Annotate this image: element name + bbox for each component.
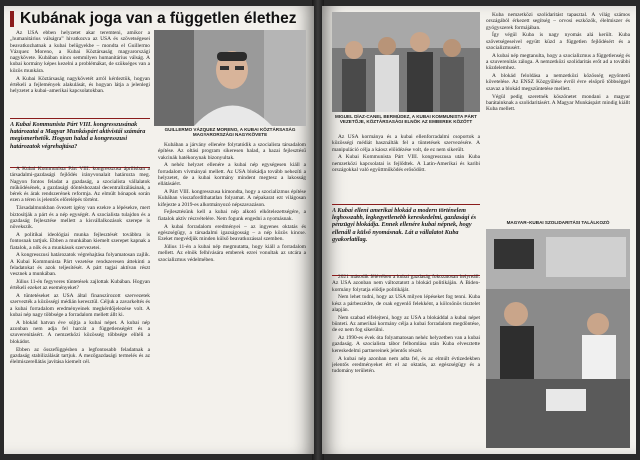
pull-quote-question: A Kubai Kommunista Párt VIII. kongresszusának határozatai a Magyar Munkáspárt aktivistái számára megismerhetők. Hogyan halad a kongresszusi határozatok végrehajtása?	[10, 118, 150, 168]
paragraph: Nem szabad elfelejteni, hogy az USA a blokáddal a kubai népet bünteti. Az amerikai kormány célja a kubai forradalom megdöntése, de ez nem fog sikerülni.	[332, 314, 480, 334]
paragraph: A politikai ideológiai munka fejlesztését továbbra is fontosnak tartjuk. Ebben a munkában kiemelt szerepet kapnak a fiatalok, a nők és a munkások szervezetei.	[10, 231, 150, 251]
paragraph: Társadalmunkban övezett igény van ezekre a lépésekre, mert biztosítják a párt és a nép egységét. A szocialista tulajdon és a gazdaság fejlesztése mellett a kisvállalkozások szerepe is növekszik.	[10, 205, 150, 231]
paragraph: Július 11-én a kubai nép megmutatta, hogy kiáll a forradalom mellett. Az elnök felhívására emberek ezrei vonultak az utcára a szocializmus védelmében.	[158, 243, 306, 263]
intro-column	[10, 30, 150, 116]
ambassador-photo	[154, 30, 306, 126]
paragraph: Fejlesztésünk kell a kubai nép alkotó elkötelezettségére, a fiatalok aktív részvételére. Nem fogunk engedni a nyomásnak.	[158, 209, 306, 222]
ambassador-photo-illustration	[154, 30, 306, 126]
paragraph: 2021 második félévében a kubai gazdaság fokozatosan helyreáll. Az USA azonban nem változtatott a blokád politikáján. A Biden-kormány folytatja elődje politikáját.	[332, 274, 480, 293]
paragraph: A blokád feloldása a nemzetközi közösség egyöntetű követelése. Az ENSZ Közgyűlése évről évre elsöprő többséggel szavaz a blokád megszüntetése mellett.	[486, 73, 630, 92]
meeting-photo	[486, 229, 630, 448]
right-column-1a	[332, 134, 480, 202]
crowd-caption: MIGUEL DÍAZ-CANEL BERMÚDEZ, A KUBAI KOMMUNISTA PÁRT VEZETŐJE, KÖZTÁRSASÁGI ELNÖK AZ EMBEREK KÖZÖTT	[335, 114, 477, 125]
paragraph: Így végül Kuba is nagy nyomás alá került. Kuba szövetségeseivel együtt küzd a független fejlődésért és a szocializmusért.	[486, 32, 630, 51]
paragraph: A tüntetéseket az USA által finanszírozott szervezetek szervezték a közösségi médián keresztül. Céljuk a zavarkeltés és a kubai forradalom eredményeinek megkérdőjelezése volt. A kubai nép nagy többsége a forradalom mellett állt ki.	[10, 293, 150, 319]
headline-accent-bar	[10, 11, 14, 27]
right-page	[322, 6, 636, 454]
paragraph: Az 1990-es évek óta folyamatosan nehéz helyzetben van a kubai gazdaság. A szocialista tábor felbomlása után Kuba elvesztette kereskedelmi partnereinek jelentős részét.	[332, 335, 480, 354]
paragraph: Végül pedig szeretnék köszönetet mondani a magyar barátainknak a szolidaritásért. A Magyar Munkáspárt mindig kiállt Kuba mellett.	[486, 93, 630, 113]
paragraph: A Kubai Kommunista Párt VIII. kongresszusa áprilisban a társadalmi-gazdasági fejlődés irányvonalait határozta meg. Nagyon fontos feladat a gazdaság, a szocialista vállalatok működésének, a gazdasági döntéshozatal decentralizálásának, a bérek és árak rendszerének reformja. Az elmúlt hónapok során ezen a téren is jelentős előrelépés történt.	[10, 166, 150, 204]
paragraph: A kubai nép megtanulta, hogy a szocializmus a függetlenség és a szuverenitás záloga. A nemzetközi szolidaritás erőt ad a további küzdelemhez.	[486, 52, 630, 72]
paragraph: A Kubai Köztársaság nagykövetét arról kérdeztük, hogyan értékeli a fejlemények alakulását, és hogyan látja a jelenlegi helyzetet a kubai–amerikai kapcsolatokban.	[10, 75, 150, 95]
paragraph: Az USA kormánya és a kubai ellenforradalmi csoportok a közösségi médiát használták fel a tüntetések szervezésére. A manipuláció célja a káosz előidézése volt, de ez nem sikerült.	[332, 134, 480, 153]
paragraph: A Kubai Kommunista Párt VIII. kongresszusa után Kuba nemzetközi kapcsolatai is fejlődtek. A Latin-Amerikai és karibi országokkal való együttműködés erősödött.	[332, 154, 480, 173]
paragraph: A kongresszusi határozatok végrehajtása folyamatosan zajlik. A Kubai Kommunista Párt vezetése rendszeresen áttekinti a feladatokat és azok teljesítését. A párt tagjai aktívan részt vesznek a munkában.	[10, 252, 150, 278]
left-column-1	[10, 166, 150, 450]
ambassador-caption: GUILLERMO VÁZQUEZ MORENO, A KUBAI KÖZTÁRSASÁG MAGYARORSZÁGI NAGYKÖVETE	[164, 127, 296, 138]
headline-text: Kubának joga van a független élethez	[20, 10, 297, 27]
right-column-2	[486, 12, 630, 218]
paragraph: A kubai nép azonban nem adta fel, és az elmúlt évtizedekben jelentős eredményeket ért el az oktatás, az egészségügy és a tudomány területén.	[332, 355, 480, 375]
paragraph: Nem lehet tudni, hogy az USA milyen lépéseket fog tenni. Kuba kész a párbeszédre, de csak egyenlő felekként, a kölcsönös tisztelet alapján.	[332, 294, 480, 313]
paragraph: Kuba nemzetközi szolidaritást tapasztal. A világ számos országából érkezett segítség – orvosi eszközök, élelmiszer és gyógyszerek formájában.	[486, 12, 630, 31]
crowd-photo-illustration	[332, 12, 480, 112]
paragraph: Július 11-én fegyveres tüntetések zajlottak Kubában. Hogyan értékeli ezeket az eseményeket?	[10, 279, 150, 292]
meeting-photo-illustration	[486, 229, 630, 448]
paragraph: A nehéz helyzet ellenére a kubai nép egységesen kiáll a forradalom vívmányai mellett. Az USA blokádja tovább nehezíti a helyzetet, de a kubai kormány mindent megtesz a lakosság ellátásáért.	[158, 162, 306, 188]
crowd-photo	[332, 12, 480, 112]
left-page	[4, 6, 314, 454]
paragraph: A Párt VIII. kongresszusa kimondta, hogy a szocializmus építése Kubában visszafordíthatatlan folyamat. A népakarat ezt világosan kifejezte a 2019-es alkotmányozó népszavazáson.	[158, 189, 306, 208]
right-column-1b	[332, 274, 480, 450]
article-headline	[10, 10, 306, 28]
meeting-caption: MAGYAR–KUBAI SZOLIDARITÁSI TALÁLKOZÓ	[506, 220, 610, 225]
paragraph: Ebben az összefüggésben a legfontosabb feladatnak a gazdaság stabilizálását tartjuk. A mezőgazdasági termelés és az élelmiszerellátás javítása kiemelt cél.	[10, 346, 150, 366]
paragraph: A blokád hatvan éve sújtja a kubai népet. A kubai nép azonban nem adja fel harcát a függetlenségért és a szuverenitásért. A nemzetközi közösség többsége elítéli a blokádot.	[10, 319, 150, 345]
paragraph: Kubában a járvány ellenére folytatódik a szocialista társadalom építése. Az oltási program sikeresen halad, a hazai fejlesztésű vakcinák hatékonynak bizonyultak.	[158, 142, 306, 161]
intro-paragraph: Az USA ebben helyzetet akar teremteni, amikor a „humanitárius válságra” hivatkozva az USA és szövetségesei beavatkozhatnak a kubai belügyekbe – mondta el Guillermo Vázquez Moreno, a Kubai Köztársaság magyarországi nagykövete. Kubában nincs semmilyen humanitárius válság. A kubai kormány képes kezelni a problémákat, de szükséges van a közös munkára.	[10, 30, 150, 74]
left-column-2	[158, 142, 306, 450]
pull-quote-blockade: A Kubai elleni amerikai blokád a modern történelem leghosszabb, legkegyetlenebb kereskedelmi, gazdasági és pénzügyi blokádja. Ennek ellenére kubai népnek, hogy ellenáll a külső nyomásnak. Lát a vállalatot Kuba gyakorlatilag.	[332, 204, 480, 276]
paragraph: A kubai forradalom eredményei – az ingyenes oktatás és egészségügy, a társadalmi igazságosság – a nép közös kincse. Ezeket megvédjük minden külső beavatkozással szemben.	[158, 223, 306, 243]
